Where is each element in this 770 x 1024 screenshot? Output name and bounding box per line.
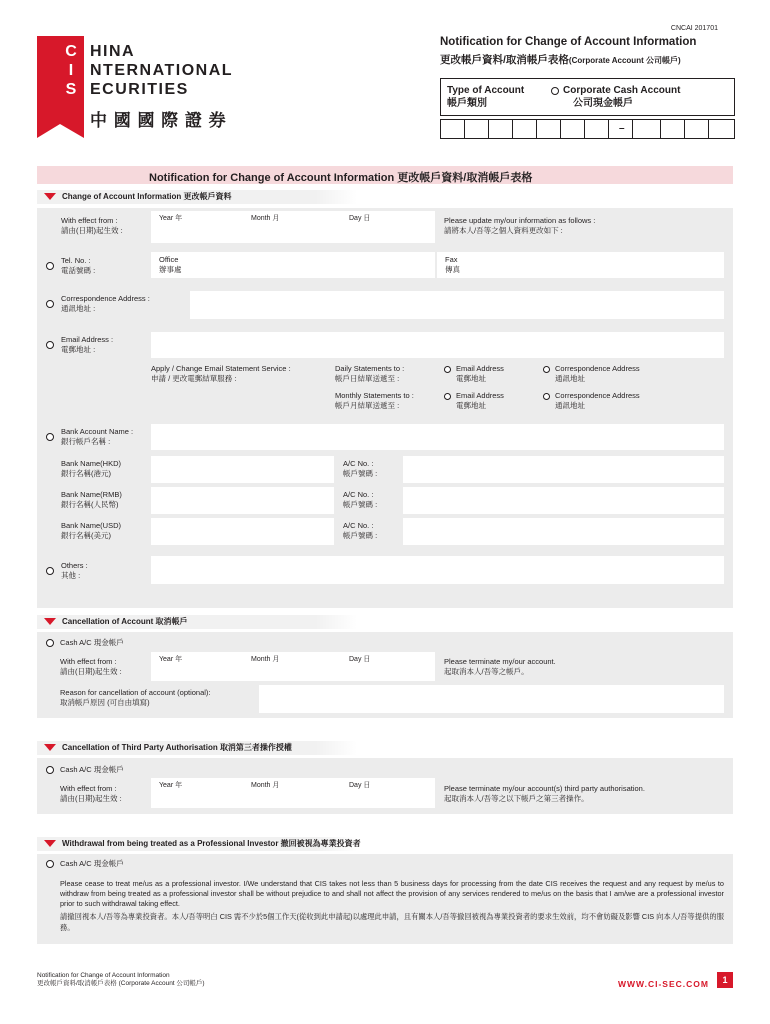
effect-label-zh: 請由(日期)起生效 : [61, 226, 123, 235]
logo-letter-i: I [68, 62, 74, 79]
year-label: Year 年 [159, 656, 183, 663]
ac-rmb-label-zh: 帳戶號碼 : [343, 500, 378, 509]
cancel-effect-label-en: With effect from : [60, 657, 117, 666]
collapse-triangle-icon [44, 840, 56, 847]
tel-label-zh: 電話號碼 : [61, 266, 96, 275]
third-party-terminate-zh: 起取消本人/吾等之以下帳戶之第三者操作。 [444, 794, 589, 803]
footer-website-link[interactable]: WWW.CI-SEC.COM [618, 979, 709, 989]
bank-hkd-field[interactable] [151, 456, 334, 483]
email-radio[interactable] [46, 341, 54, 349]
office-label-en: Office [159, 255, 179, 264]
daily-email-radio[interactable] [444, 366, 451, 373]
bank-radio[interactable] [46, 433, 54, 441]
year-label: Year 年 [159, 782, 183, 789]
corporate-cash-radio[interactable] [551, 87, 559, 95]
withdraw-cash-radio[interactable] [46, 860, 54, 868]
ac-rmb-field[interactable] [403, 487, 724, 514]
collapse-triangle-icon [44, 193, 56, 200]
monthly-correspondence-option-zh: 通訊地址 [555, 401, 585, 410]
month-label: Month 月 [251, 215, 280, 222]
others-radio[interactable] [46, 567, 54, 575]
bank-rmb-field[interactable] [151, 487, 334, 514]
third-party-section-heading: Cancellation of Third Party Authorisation 取消第三者操作授權 [62, 743, 292, 752]
withdraw-paragraph-zh: 請撤回視本人/吾等為專業投資者。本人/吾等明白 CIS 需不少於5個工作天(從收到此申請起)以處理此申請，且有關本人/吾等撤回被視為專業投資者的要求生效前，均不會妨礙及影響 CIS 向本人/吾等提供的服務。 [60, 912, 724, 932]
third-party-terminate-en: Please terminate my/our account(s) third party authorisation. [444, 784, 645, 793]
others-label-en: Others : [61, 561, 88, 570]
cancel-terminate-en: Please terminate my/our account. [444, 657, 556, 666]
tel-label-en: Tel. No. : [61, 256, 91, 265]
logo-text-international: NTERNATIONAL [90, 62, 234, 79]
monthly-correspondence-option-en: Correspondence Address [555, 391, 640, 400]
bank-usd-label-zh: 銀行名稱(美元) [61, 531, 111, 540]
bank-hkd-label-zh: 銀行名稱(港元) [61, 469, 111, 478]
ac-usd-label-en: A/C No. : [343, 521, 374, 530]
change-section-heading: Change of Account Information 更改帳戶資料 [62, 192, 232, 201]
page-number-badge: 1 [717, 972, 733, 988]
ac-hkd-label-zh: 帳戶號碼 : [343, 469, 378, 478]
logo-text-chinese: 中 國 國 際 證 券 [90, 111, 227, 130]
bank-account-name-field[interactable] [151, 424, 724, 450]
ac-hkd-field[interactable] [403, 456, 724, 483]
cis-logo [37, 36, 257, 136]
month-label: Month 月 [251, 782, 280, 789]
ac-hkd-label-en: A/C No. : [343, 459, 374, 468]
third-party-effect-label-zh: 請由(日期)起生效 : [60, 794, 122, 803]
account-type-box [440, 78, 735, 116]
fax-label-en: Fax [445, 255, 458, 264]
monthly-email-option-zh: 電郵地址 [456, 401, 486, 410]
withdraw-section-heading: Withdrawal from being treated as a Professional Investor 撤回被視為專業投資者 [62, 839, 361, 848]
account-type-option-zh: 公司現金帳戶 [573, 98, 633, 109]
cancel-reason-label-zh: 取消帳戶原因 (可自由填寫) [60, 698, 150, 707]
apply-email-label-en: Apply / Change Email Statement Service : [151, 364, 291, 373]
email-label-zh: 電郵地址 : [61, 345, 96, 354]
day-label: Day 日 [349, 215, 371, 222]
cancel-cash-radio[interactable] [46, 639, 54, 647]
daily-statement-label-zh: 帳戶日結單送遞至 : [335, 374, 400, 383]
logo-text-china: HINA [90, 43, 136, 60]
third-party-cash-radio[interactable] [46, 766, 54, 774]
third-party-effect-date-field[interactable] [151, 778, 435, 808]
cancel-section-heading: Cancellation of Account 取消帳戶 [62, 617, 188, 626]
bank-account-name-label-zh: 銀行帳戶名稱 : [61, 437, 111, 446]
third-party-cash-label: Cash A/C 現金帳戶 [60, 765, 124, 774]
collapse-triangle-icon [44, 744, 56, 751]
ac-usd-label-zh: 帳戶號碼 : [343, 531, 378, 540]
correspondence-label-zh: 通訊地址 : [61, 304, 96, 313]
withdraw-paragraph-en: Please cease to treat me/us as a professional investor. I/We understand that CIS takes not less than 5 business days for processing from the date CIS receives the request and any request by me/us to withdraw from being treated as a professional investor shall be without prejudice to and shall not affect the provision of any services rendered to me/us on the basis that I am/we are a professional investor prior to such withdrawal taking effect. [60, 879, 724, 908]
bank-usd-label-en: Bank Name(USD) [61, 521, 122, 530]
others-label-zh: 其他 : [61, 571, 81, 580]
cancel-reason-field[interactable] [259, 685, 724, 713]
cancel-terminate-zh: 起取消本人/吾等之帳戶。 [444, 667, 529, 676]
effect-label-en: With effect from : [61, 216, 118, 225]
daily-email-option-en: Email Address [456, 364, 504, 373]
monthly-statement-label-zh: 帳戶月結單送遞至 : [335, 401, 400, 410]
logo-letter-s: S [65, 81, 77, 98]
effect-date-field[interactable] [151, 211, 435, 243]
monthly-email-radio[interactable] [444, 393, 451, 400]
bank-rmb-label-zh: 銀行名稱(人民幣) [61, 500, 119, 509]
day-label: Day 日 [349, 782, 371, 789]
footer-title-en: Notification for Change of Account Information [37, 972, 170, 979]
header-title-zh-text: 更改帳戶資料/取消帳戶表格 [440, 54, 569, 66]
tel-radio[interactable] [46, 262, 54, 270]
collapse-triangle-icon [44, 618, 56, 625]
cancel-effect-date-field[interactable] [151, 652, 435, 681]
header-title-suffix: (Corporate Account 公司帳戶) [568, 56, 681, 65]
document-code: CNCAI 201701 [670, 25, 718, 32]
office-label-zh: 辦事處 [159, 265, 182, 274]
daily-correspondence-option-en: Correspondence Address [555, 364, 640, 373]
monthly-email-option-en: Email Address [456, 391, 504, 400]
footer-title-zh: 更改帳戶資料/取消帳戶表格 (Corporate Account 公司帳戶) [37, 980, 205, 987]
header-title-en: Notification for Change of Account Information [440, 36, 697, 48]
fax-label-zh: 傳真 [445, 265, 460, 274]
daily-correspondence-radio[interactable] [543, 366, 550, 373]
ac-usd-field[interactable] [403, 518, 724, 545]
apply-email-label-zh: 申請 / 更改電郵結單服務 : [151, 374, 237, 383]
cancel-reason-label-en: Reason for cancellation of account (optional): [60, 688, 211, 697]
tel-office-field[interactable] [151, 252, 435, 278]
account-type-option-en: Corporate Cash Account [563, 85, 681, 96]
monthly-correspondence-radio[interactable] [543, 393, 550, 400]
cancel-cash-label: Cash A/C 現金帳戶 [60, 638, 124, 647]
email-label-en: Email Address : [61, 335, 114, 344]
form-banner [37, 166, 733, 184]
year-label: Year 年 [159, 215, 183, 222]
daily-email-option-zh: 電郵地址 [456, 374, 486, 383]
ac-rmb-label-en: A/C No. : [343, 490, 374, 499]
correspondence-address-field[interactable] [190, 291, 724, 319]
third-party-effect-label-en: With effect from : [60, 784, 117, 793]
logo-text-securities: ECURITIES [90, 81, 189, 98]
update-note-zh: 請將本人/吾等之個人資料更改如下 : [444, 226, 563, 235]
header-title-zh [440, 52, 681, 67]
email-address-field[interactable] [151, 332, 724, 358]
correspondence-label-en: Correspondence Address : [61, 294, 150, 303]
logo-letter-c: C [65, 43, 77, 60]
fax-field[interactable] [437, 252, 724, 278]
daily-correspondence-option-zh: 通訊地址 [555, 374, 585, 383]
account-type-label-zh: 帳戶類別 [447, 98, 487, 109]
banner-title: Notification for Change of Account Information 更改帳戶資料/取消帳戶表格 [149, 172, 533, 184]
month-label: Month 月 [251, 656, 280, 663]
monthly-statement-label-en: Monthly Statements to : [335, 391, 414, 400]
withdraw-cash-label: Cash A/C 現金帳戶 [60, 859, 124, 868]
account-number-dash: – [619, 123, 625, 134]
daily-statement-label-en: Daily Statements to : [335, 364, 405, 373]
bank-hkd-label-en: Bank Name(HKD) [61, 459, 122, 468]
correspondence-radio[interactable] [46, 300, 54, 308]
bank-usd-field[interactable] [151, 518, 334, 545]
account-type-label-en: Type of Account [447, 85, 525, 96]
day-label: Day 日 [349, 656, 371, 663]
cancel-effect-label-zh: 請由(日期)起生效 : [60, 667, 122, 676]
account-number-boxes[interactable] [440, 119, 735, 139]
bank-rmb-label-en: Bank Name(RMB) [61, 490, 122, 499]
others-field[interactable] [151, 556, 724, 584]
bank-account-name-label-en: Bank Account Name : [61, 427, 134, 436]
update-note-en: Please update my/our information as follows : [444, 216, 596, 225]
